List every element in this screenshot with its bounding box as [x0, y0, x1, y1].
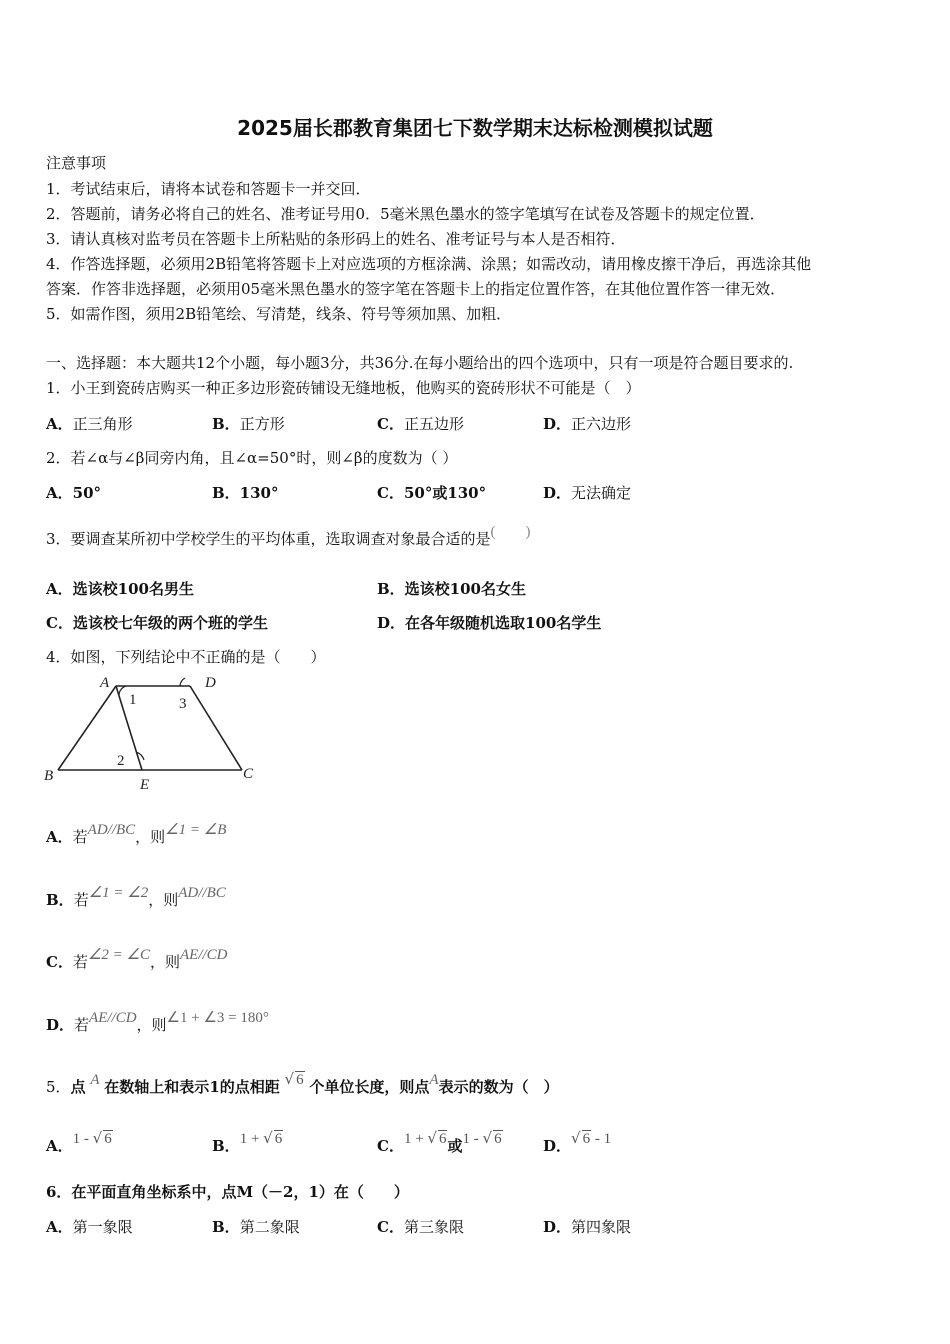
- q4-option-d[interactable]: [46, 1010, 269, 1035]
- label-a: A: [100, 675, 110, 691]
- math-expression: ∠1 = ∠B: [165, 822, 227, 838]
- option-letter: A．: [46, 1137, 73, 1155]
- label-d: D: [205, 675, 216, 691]
- trapezoid-figure: [40, 670, 270, 795]
- math-expression: 1 + √ 6: [239, 1129, 283, 1147]
- q6-option-c[interactable]: [377, 1216, 464, 1237]
- notice-item: 5．如需作图，须用2B铅笔绘、写清楚，线条、符号等须加黑、加粗．: [46, 305, 512, 323]
- notice-item: 1．考试结束后，请将本试卷和答题卡一并交回．: [46, 180, 371, 198]
- question-1-stem: 1．小王到瓷砖店购买一种正多边形瓷砖铺设无缝地板，他购买的瓷砖形状不可能是（ ）: [46, 379, 641, 397]
- option-word: ，则: [135, 828, 166, 846]
- option-letter: B．: [212, 415, 240, 433]
- notice-item: 4．作答选择题，必须用2B铅笔将答题卡上对应选项的方框涂满、涂黑；如需改动，请用橡皮擦干净后，再选涂其他: [46, 255, 812, 273]
- question-6-stem: 6．在平面直角坐标系中，点M（－2，1）在（ ）: [46, 1183, 409, 1201]
- option-letter: C．: [377, 415, 404, 433]
- notice-heading: 注意事项: [46, 154, 107, 172]
- option-letter: D．: [543, 484, 572, 502]
- stem-text: 在数轴上和表示: [104, 1078, 210, 1096]
- q1-option-a[interactable]: [46, 413, 133, 434]
- sqrt-6: √ 6: [284, 1070, 304, 1088]
- q1-option-c[interactable]: [377, 413, 464, 434]
- q4-option-c[interactable]: [46, 947, 228, 972]
- math-expression: AD//BC: [87, 822, 136, 838]
- q4-option-b[interactable]: [46, 885, 226, 910]
- stem-text: 的点相距: [219, 1078, 280, 1096]
- option-text: 第三象限: [403, 1218, 464, 1236]
- stem-number: 1: [209, 1078, 220, 1096]
- question-3-stem: [46, 524, 531, 549]
- math-point-a: A: [90, 1072, 100, 1088]
- q6-option-a[interactable]: [46, 1216, 133, 1237]
- math-expression: 1 + √ 6: [403, 1129, 447, 1147]
- option-letter: D．: [543, 1137, 572, 1155]
- option-letter: D．: [46, 1016, 75, 1034]
- option-letter: A．: [46, 828, 73, 846]
- option-text: 正六边形: [571, 415, 632, 433]
- page-title: 2025届长郡教育集团七下数学期末达标检测模拟试题: [237, 116, 713, 140]
- math-expression: ∠1 + ∠3 = 180°: [166, 1010, 269, 1026]
- math-expression: 1 - √ 6: [72, 1129, 112, 1147]
- option-letter: D．: [543, 1218, 572, 1236]
- q1-option-d[interactable]: [543, 413, 631, 434]
- stem-text: 表示的数为（ ）: [438, 1078, 559, 1096]
- option-text: 第二象限: [239, 1218, 300, 1236]
- option-letter: A．: [46, 415, 73, 433]
- stem-text: 个单位长度，则点: [309, 1078, 430, 1096]
- label-c: C: [243, 766, 254, 782]
- stem-text: 3．要调查某所初中学校学生的平均体重，选取调查对象最合适的是: [46, 530, 491, 548]
- math-expression: AE//CD: [89, 1010, 137, 1026]
- label-angle-1: 1: [129, 692, 137, 708]
- option-word: 若: [72, 953, 88, 971]
- or-word: 或: [447, 1137, 463, 1155]
- option-word: 若: [74, 1016, 90, 1034]
- option-letter: C．: [377, 1218, 404, 1236]
- math-expression: 1 - √ 6: [462, 1129, 502, 1147]
- question-4-stem: 4．如图，下列结论中不正确的是（ ）: [46, 648, 326, 666]
- math-expression: √ 6 - 1: [571, 1129, 612, 1147]
- option-word: 若: [72, 828, 88, 846]
- label-e: E: [140, 777, 150, 793]
- question-number: 5．: [46, 1078, 71, 1096]
- angle-3-arc: [180, 678, 185, 686]
- option-text: 第四象限: [571, 1218, 632, 1236]
- q2-option-a[interactable]: A．50°: [46, 484, 102, 502]
- segment-dc: [190, 686, 242, 770]
- q5-option-d[interactable]: [543, 1129, 612, 1156]
- option-word: ，则: [136, 1016, 167, 1034]
- option-text: 正三角形: [72, 415, 133, 433]
- option-text: 第一象限: [72, 1218, 133, 1236]
- q4-option-a[interactable]: [46, 822, 227, 847]
- q6-option-d[interactable]: [543, 1216, 631, 1237]
- option-letter: B．: [212, 1137, 240, 1155]
- q1-option-b[interactable]: [212, 413, 285, 434]
- q2-option-b[interactable]: B．130°: [212, 484, 279, 502]
- option-word: ，则: [150, 953, 181, 971]
- q3-option-c[interactable]: C．选该校七年级的两个班的学生: [46, 614, 268, 632]
- answer-paren: ( ): [490, 524, 531, 540]
- option-text: 无法确定: [571, 484, 632, 502]
- question-5-stem: [46, 1070, 559, 1097]
- math-point-a: A: [429, 1072, 439, 1088]
- q3-option-a[interactable]: A．选该校100名男生: [46, 580, 194, 598]
- angle-1-arc: [119, 686, 126, 695]
- q3-option-b[interactable]: B．选该校100名女生: [377, 580, 526, 598]
- q2-option-c[interactable]: C．50°或130°: [377, 484, 487, 502]
- option-text: 正方形: [239, 415, 285, 433]
- segment-ab: [58, 686, 116, 770]
- option-letter: C．: [377, 1137, 404, 1155]
- option-text: 正五边形: [403, 415, 464, 433]
- label-angle-2: 2: [117, 753, 125, 769]
- option-word: 若: [73, 891, 89, 909]
- option-letter: D．: [543, 415, 572, 433]
- q2-option-d[interactable]: [543, 482, 631, 503]
- option-letter: B．: [212, 1218, 240, 1236]
- stem-text: 点: [70, 1078, 86, 1096]
- notice-item: 3．请认真核对监考员在答题卡上所粘贴的条形码上的姓名、准考证号与本人是否相符．: [46, 230, 626, 248]
- notice-item: 答案．作答非选择题，必须用05毫米黑色墨水的签字笔在答题卡上的指定位置作答，在其他位置作答一律无效．: [46, 280, 786, 298]
- math-expression: ∠1 = ∠2: [88, 885, 149, 901]
- option-letter: A．: [46, 1218, 73, 1236]
- math-expression: ∠2 = ∠C: [87, 947, 150, 963]
- q3-option-d[interactable]: D．在各年级随机选取100名学生: [377, 614, 602, 632]
- section-heading: 一、选择题：本大题共12个小题，每小题3分，共36分.在每小题给出的四个选项中，只有一项是符合题目要求的.: [46, 354, 794, 372]
- q5-option-b[interactable]: [212, 1129, 283, 1156]
- math-expression: AE//CD: [180, 947, 228, 963]
- q5-option-c[interactable]: [377, 1129, 503, 1156]
- label-angle-3: 3: [179, 696, 187, 712]
- option-word: ，则: [148, 891, 179, 909]
- notice-item: 2．答题前，请务必将自己的姓名、准考证号用0．5毫米黑色墨水的签字笔填写在试卷及答题卡的规定位置．: [46, 205, 765, 223]
- q5-option-a[interactable]: [46, 1129, 113, 1156]
- label-b: B: [44, 768, 54, 784]
- option-letter: C．: [46, 953, 73, 971]
- question-2-stem: 2．若∠α与∠β同旁内角，且∠α=50°时，则∠β的度数为（ ）: [46, 449, 458, 467]
- math-expression: AD//BC: [178, 885, 226, 901]
- option-letter: B．: [46, 891, 74, 909]
- q6-option-b[interactable]: [212, 1216, 300, 1237]
